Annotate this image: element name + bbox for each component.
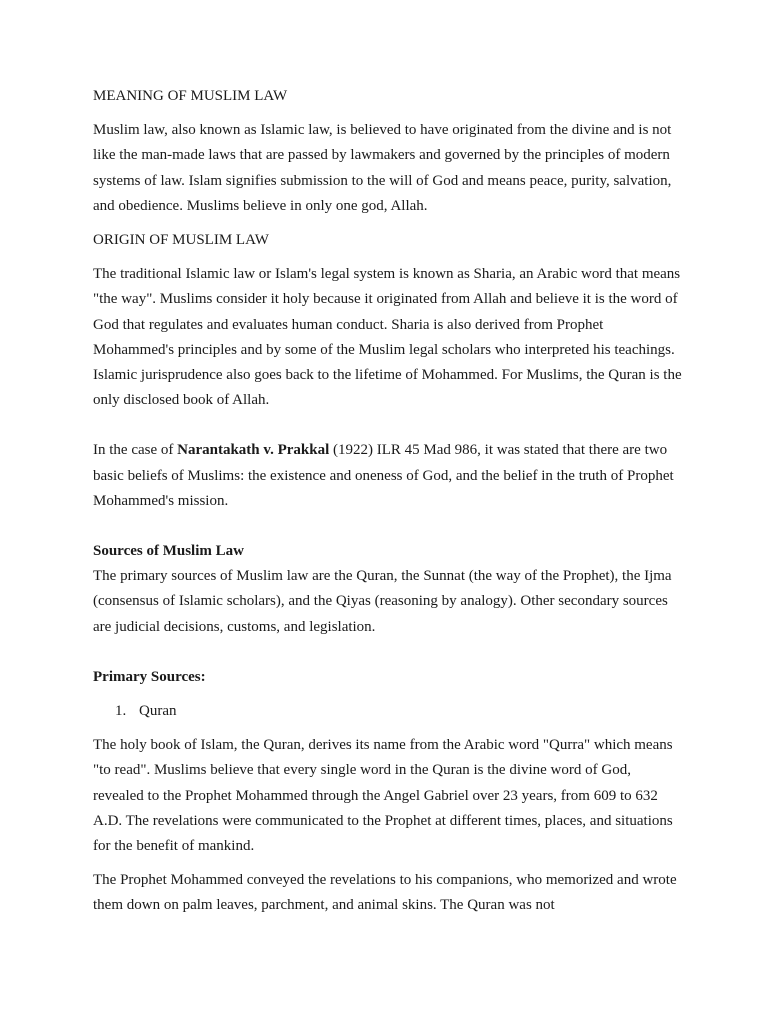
- document-page: [93, 84, 683, 919]
- paragraph-meaning: Muslim law, also known as Islamic law, is believed to have originated from the divine and is not like the man-made laws that are passed by lawmakers and governed by the principles of modern systems of law. Islam signifies submission to the will of God and means peace, purity, salvation, and obedience. Muslims believe in only one god, Allah.: [93, 122, 672, 214]
- paragraph-quran-1: The holy book of Islam, the Quran, derives its name from the Arabic word "Qurra" which means "to read". Muslims believe that every single word in the Quran is the divine word of God, revealed to the Prophet Mohammed through the Angel Gabriel over 23 years, from 609 to 632 A.D. The revelations were communicated to the Prophet at different times, places, and situations for the benefit of mankind.: [93, 737, 673, 855]
- heading-primary-sources: Primary Sources:: [93, 668, 206, 685]
- paragraph-case: [93, 438, 683, 514]
- case-suffix: (1922) ILR 45 Mad 986, it was stated that there are two basic beliefs of Muslims: the existence and oneness of God, and the belief in the truth of Prophet Mohammed's mission.: [93, 442, 674, 509]
- heading-origin: ORIGIN OF MUSLIM LAW: [93, 232, 269, 249]
- list-item: [93, 699, 683, 724]
- case-name: Narantakath v. Prakkal: [177, 442, 330, 459]
- paragraph-sources: The primary sources of Muslim law are the Quran, the Sunnat (the way of the Prophet), the Ijma (consensus of Islamic scholars), and the Qiyas (reasoning by analogy). Other secondary sources are judicial decisions, customs, and legislation.: [93, 568, 672, 635]
- list-number: 1.: [115, 703, 127, 720]
- heading-meaning: MEANING OF MUSLIM LAW: [93, 88, 288, 104]
- paragraph-origin: The traditional Islamic law or Islam's legal system is known as Sharia, an Arabic word that means "the way". Muslims consider it holy because it originated from Allah and believe it is the word of God that regulates and evaluates human conduct. Sharia is also derived from Prophet Mohammed's principles and by some of the Muslim legal scholars who interpreted his teachings. Islamic jurisprudence also goes back to the lifetime of Mohammed. For Muslims, the Quran is the only disclosed book of Allah.: [93, 266, 682, 409]
- list-label: Quran: [139, 703, 177, 720]
- paragraph-quran-2: The Prophet Mohammed conveyed the revelations to his companions, who memorized and wrote them down on palm leaves, parchment, and animal skins. The Quran was not: [93, 872, 677, 914]
- heading-sources: Sources of Muslim Law: [93, 543, 244, 560]
- case-prefix: In the case of: [93, 442, 178, 459]
